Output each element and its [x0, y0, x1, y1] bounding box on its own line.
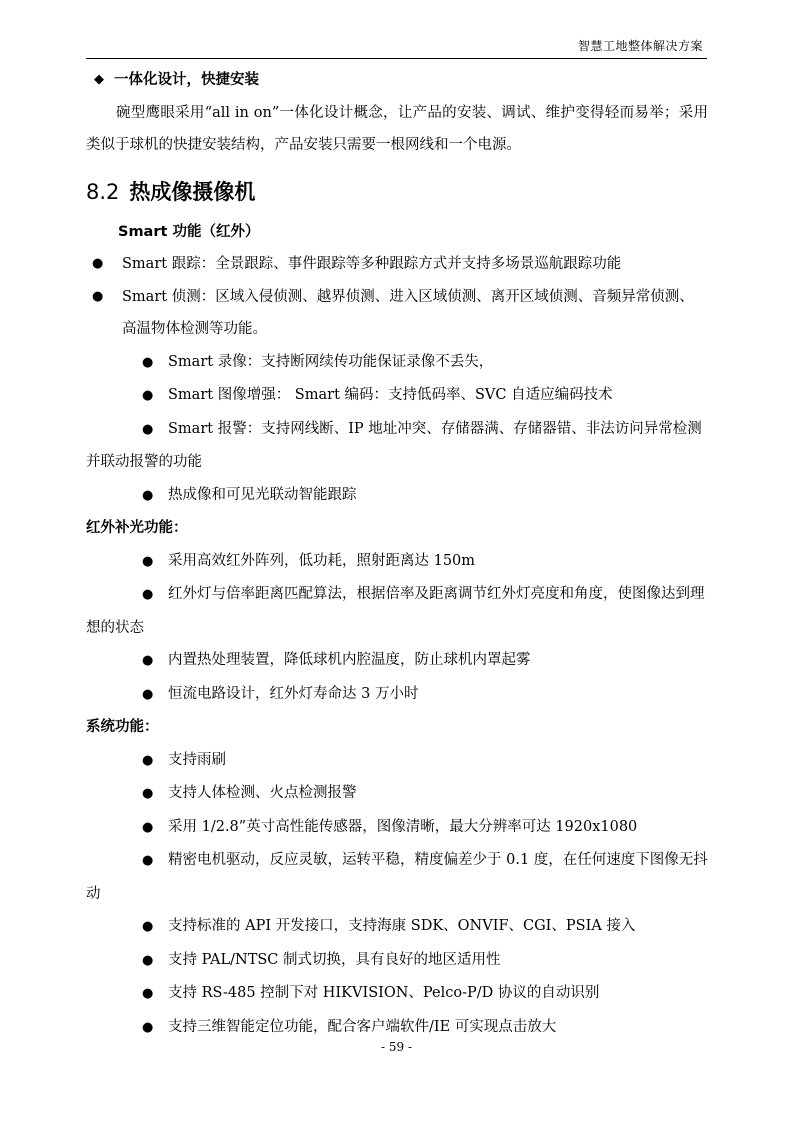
list-item: ● 采用 1/2.8”英寸高性能传感器，图像清晰，最大分辨率可达 1920x1080 — [86, 811, 708, 845]
page-content — [86, 64, 708, 1044]
system-list — [86, 744, 708, 1045]
section-heading — [86, 172, 708, 212]
list-item: ● 恒流电路设计，红外灯寿命达 3 万小时 — [86, 678, 708, 712]
bullet-icon: ● — [142, 986, 154, 1001]
list-item: ● 精密电机驱动，反应灵敏，运转平稳，精度偏差少于 0.1 度，在任何速度下图像无抖动 — [86, 844, 708, 910]
list-item: ● Smart 图像增强： Smart 编码：支持低码率、SVC 自适应编码技术 — [86, 379, 708, 413]
list-item: ● 支持 PAL/NTSC 制式切换，具有良好的地区适用性 — [86, 944, 708, 978]
list-item: ● 采用高效红外阵列，低功耗，照射距离达 150m — [86, 545, 708, 579]
bullet-icon: ● — [142, 919, 154, 934]
bullet-icon: ● — [142, 952, 154, 968]
header-rule — [86, 58, 707, 59]
list-item: ● 支持标准的 API 开发接口，支持海康 SDK、ONVIF、CGI、PSIA 接入 — [86, 910, 708, 944]
bullet-icon: ● — [142, 487, 154, 503]
bullet-icon: ● — [142, 752, 154, 768]
list-item: ● 支持 RS-485 控制下对 HIKVISION、Pelco-P/D 协议的自动识别 — [86, 977, 708, 1011]
smart-level2-list — [86, 346, 708, 513]
list-item: ● Smart 报警：支持网线断、IP 地址冲突、存储器满、存储器错、非法访问异常检测并联动报警的功能 — [86, 413, 708, 479]
feature-heading — [86, 64, 708, 97]
section-title: 热成像摄像机 — [129, 179, 256, 204]
list-item: ● 内置热处理装置，降低球机内腔温度，防止球机内罩起雾 — [86, 644, 708, 678]
bullet-icon: ● — [142, 653, 154, 668]
bullet-icon: ● — [142, 587, 154, 602]
smart-heading: Smart 功能（红外） — [118, 223, 260, 240]
bullet-icon: ● — [142, 388, 154, 403]
bullet-icon: ● — [142, 853, 154, 868]
feature-heading-text: 一体化设计，快捷安装 — [114, 72, 259, 88]
ir-heading: 红外补光功能： — [86, 520, 188, 536]
ir-list — [86, 545, 708, 712]
smart-level1-list — [86, 248, 708, 346]
list-item: ● Smart 录像：支持断网续传功能保证录像不丢失， — [86, 346, 708, 380]
running-header: 智慧工地整体解决方案 — [577, 39, 703, 53]
bullet-icon: ● — [142, 354, 154, 370]
bullet-icon: ● — [142, 421, 154, 437]
bullet-icon: ● — [142, 553, 154, 569]
section-number: 8.2 — [86, 179, 120, 204]
system-heading: 系统功能： — [86, 719, 159, 735]
list-item: ● Smart 跟踪：全景跟踪、事件跟踪等多种跟踪方式并支持多场景巡航跟踪功能 — [86, 248, 708, 281]
list-item: ● 支持三维智能定位功能，配合客户端软件/IE 可实现点击放大 — [86, 1011, 708, 1045]
bullet-icon: ● — [142, 819, 154, 835]
list-item: ● 红外灯与倍率距离匹配算法，根据倍率及距离调节红外灯亮度和角度，使图像达到理想的状态 — [86, 578, 708, 644]
bullet-icon: ● — [142, 1019, 154, 1035]
page-number: - 59 - — [380, 1040, 412, 1054]
diamond-bullet-icon: ◆ — [94, 72, 104, 87]
list-item: ● Smart 侦测：区域入侵侦测、越界侦测、进入区域侦测、离开区域侦测、音频异常侦测、高温物体检测等功能。 — [86, 281, 708, 346]
bullet-icon: ● — [142, 786, 154, 801]
bullet-icon: ● — [92, 288, 104, 304]
list-item: ● 支持雨刷 — [86, 744, 708, 778]
list-item: ● 支持人体检测、火点检测报警 — [86, 777, 708, 811]
feature-paragraph: 碗型鹰眼采用“all in on”一体化设计概念，让产品的安装、调试、维护变得轻而易举；采用类似于球机的快捷安装结构，产品安装只需要一根网线和一个电源。 — [86, 104, 708, 153]
list-item: ● 热成像和可见光联动智能跟踪 — [86, 479, 708, 513]
bullet-icon: ● — [92, 256, 104, 271]
bullet-icon: ● — [142, 686, 154, 702]
